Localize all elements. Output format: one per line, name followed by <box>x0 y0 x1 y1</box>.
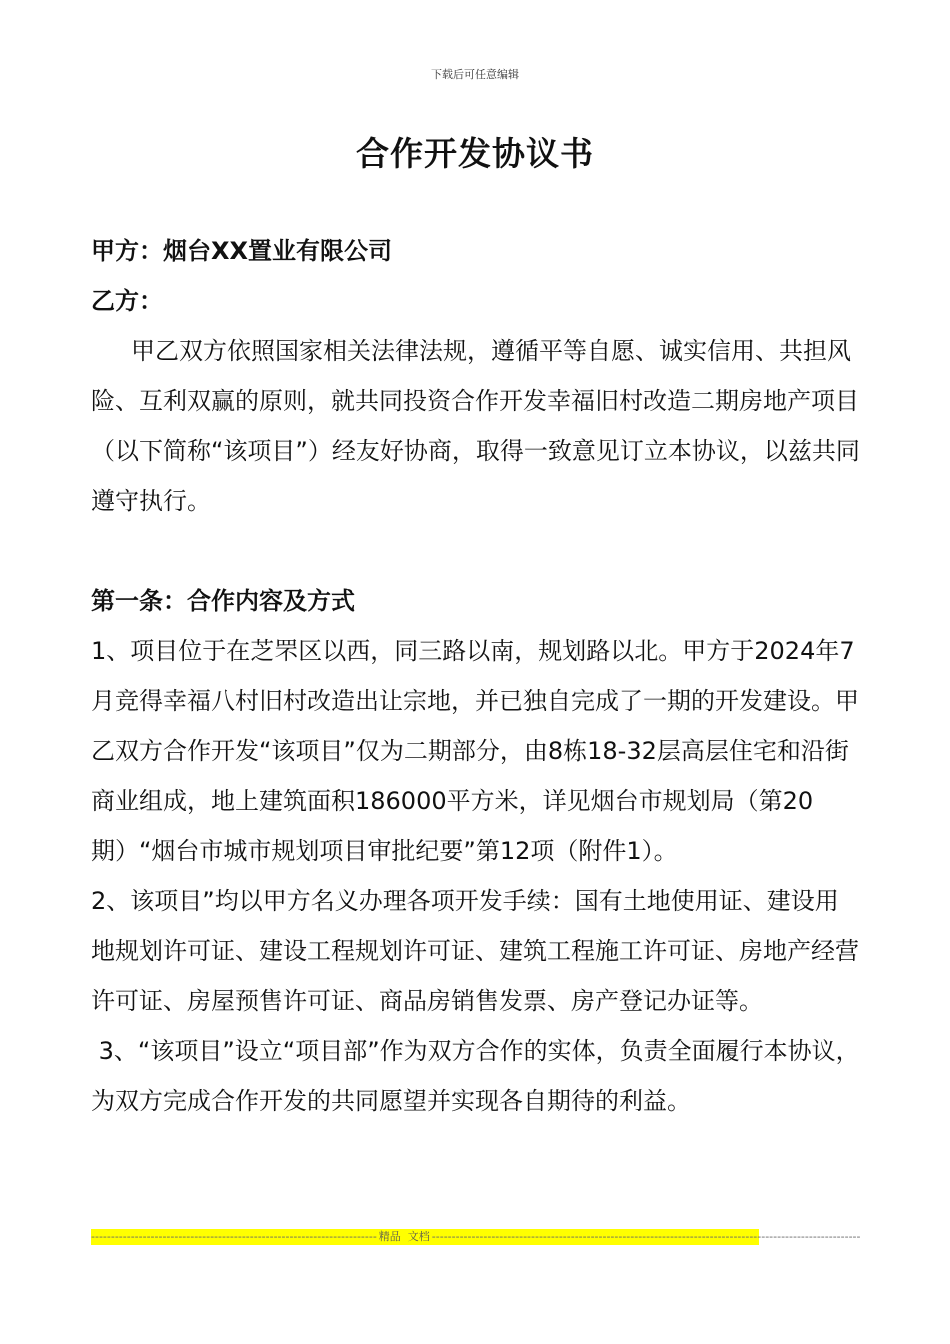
document-title: 合作开发协议书 <box>356 134 594 173</box>
article-1-heading: 第一条：合作内容及方式 <box>91 587 355 615</box>
footer-left-dashes: ------------------------------------------------------------------------ <box>91 1230 377 1243</box>
party-b-line: 乙方： <box>91 287 163 315</box>
footer-label: 精品 文档 <box>378 1230 430 1243</box>
header-note: 下载后可任意编辑 <box>431 68 519 81</box>
paragraph-spacer <box>91 526 861 576</box>
clause-3: 3、“该项目”设立“项目部”作为双方合作的实体，负责全面履行本协议，为双方完成合作开发的共同愿望并实现各自期待的利益。 <box>91 1037 860 1115</box>
intro-paragraph: 甲乙双方依照国家相关法律法规，遵循平等自愿、诚实信用、共担风险、互利双赢的原则，就共同投资合作开发幸福旧村改造二期房地产项目（以下简称“该项目”）经友好协商，取得一致意见订立本协议，以兹共同遵守执行。 <box>91 337 860 515</box>
footer-highlight-bar <box>91 1229 861 1245</box>
clause-2: 2、该项目”均以甲方名义办理各项开发手续：国有土地使用证、建设用地规划许可证、建设工程规划许可证、建筑工程施工许可证、房地产经营许可证、房屋预售许可证、商品房销售发票、房产登记办证等。 <box>91 887 859 1015</box>
footer-right-dashes: ------------------------------------------------------------------------------------------------------------ <box>431 1230 861 1243</box>
document-body <box>91 226 861 1126</box>
party-a-line: 甲方：烟台XX置业有限公司 <box>91 237 393 265</box>
clause-1: 1、项目位于在芝罘区以西，同三路以南，规划路以北。甲方于2024年7月竞得幸福八村旧村改造出让宗地，并已独自完成了一期的开发建设。甲乙双方合作开发“该项目”仅为二期部分，由8栋18-32层高层住宅和沿街商业组成，地上建筑面积186000平方米，详见烟台市规划局（第20期）“烟台市城市规划项目审批纪要”第12项（附件1）。 <box>91 637 859 865</box>
